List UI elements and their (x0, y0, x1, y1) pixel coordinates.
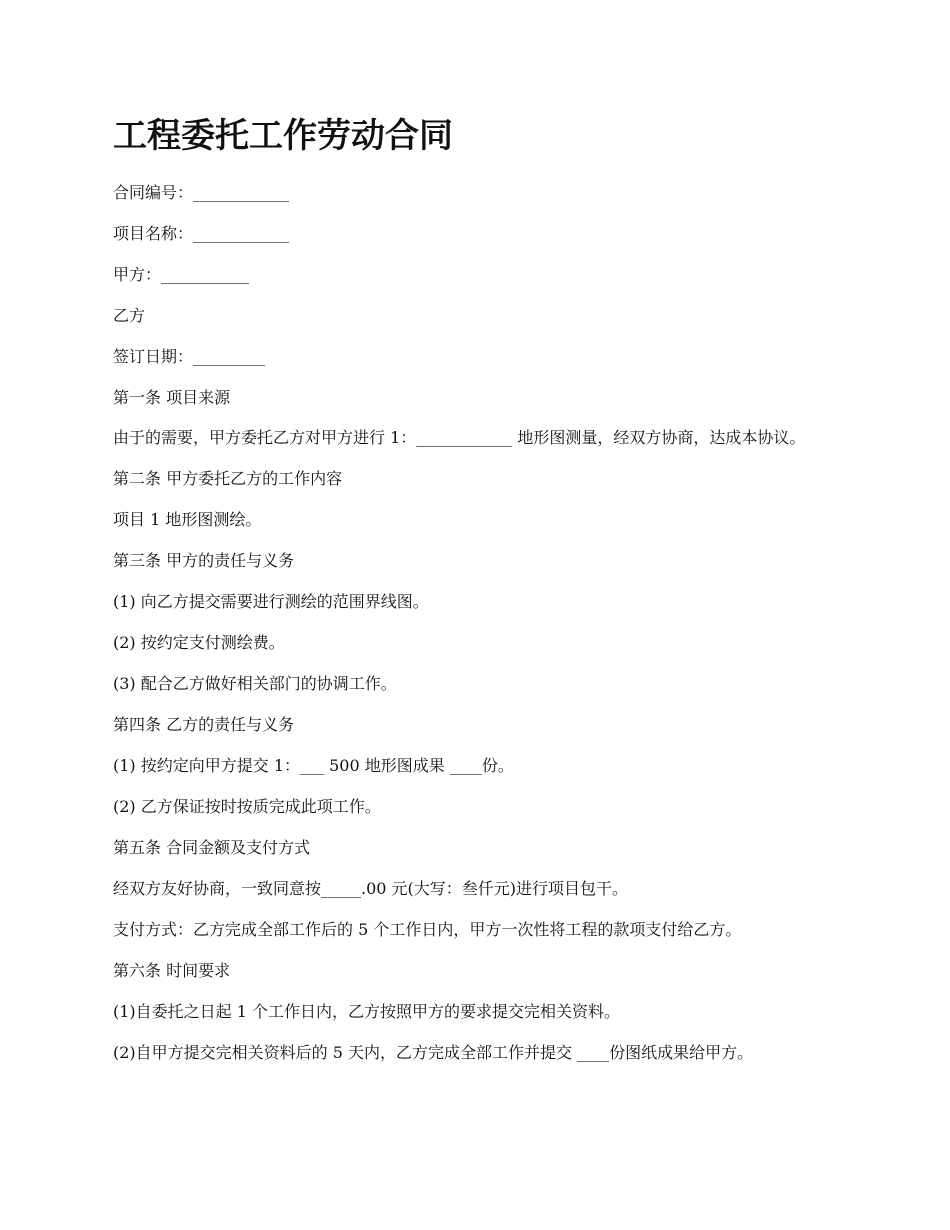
contract-number-line: 合同编号：____________ (113, 183, 290, 202)
document-page (113, 112, 843, 1082)
article-5-amount: 经双方友好协商，一致同意按_____.00 元(大写：叁仟元)进行项目包干。 (113, 879, 629, 898)
project-name-line: 项目名称：____________ (113, 224, 290, 243)
document-title: 工程委托工作劳动合同 (113, 116, 453, 156)
article-6-item-1: (1)自委托之日起 1 个工作日内，乙方按照甲方的要求提交完相关资料。 (113, 1002, 621, 1021)
article-2-body: 项目 1 地形图测绘。 (113, 510, 262, 529)
article-3-item-1: (1) 向乙方提交需要进行测绘的范围界线图。 (113, 592, 429, 611)
article-4-item-1: (1) 按约定向甲方提交 1：___ 500 地形图成果 ____份。 (113, 756, 514, 775)
article-3-item-2: (2) 按约定支付测绘费。 (113, 633, 285, 652)
article-2-heading: 第二条 甲方委托乙方的工作内容 (113, 469, 343, 488)
article-3-item-3: (3) 配合乙方做好相关部门的协调工作。 (113, 674, 397, 693)
article-6-item-2: (2)自甲方提交完相关资料后的 5 天内，乙方完成全部工作并提交 ____份图纸成果给甲方。 (113, 1043, 754, 1062)
article-4-heading: 第四条 乙方的责任与义务 (113, 715, 295, 734)
article-1-body: 由于的需要，甲方委托乙方对甲方进行 1：____________ 地形图测量，经双方协商，达成本协议。 (113, 428, 806, 447)
article-5-payment-method: 支付方式：乙方完成全部工作后的 5 个工作日内，甲方一次性将工程的款项支付给乙方。 (113, 920, 742, 939)
article-4-item-2: (2) 乙方保证按时按质完成此项工作。 (113, 797, 381, 816)
article-1-heading: 第一条 项目来源 (113, 388, 231, 407)
party-b-line: 乙方 (113, 306, 146, 325)
party-a-line: 甲方：___________ (113, 265, 250, 284)
article-6-heading: 第六条 时间要求 (113, 961, 231, 980)
signing-date-line: 签订日期：_________ (113, 347, 266, 366)
article-3-heading: 第三条 甲方的责任与义务 (113, 551, 295, 570)
article-5-heading: 第五条 合同金额及支付方式 (113, 838, 311, 857)
